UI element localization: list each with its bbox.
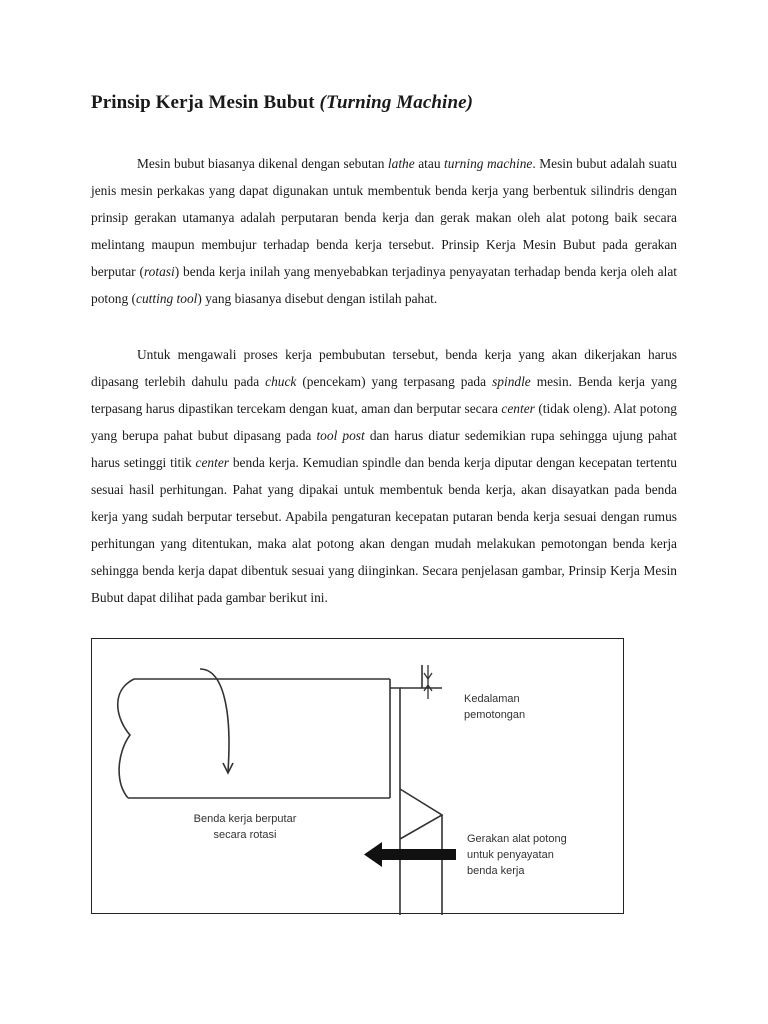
- italic-term: turning machine: [444, 156, 533, 171]
- italic-term: spindle: [492, 374, 531, 389]
- italic-term: rotasi: [143, 264, 175, 279]
- turning-diagram-drawing: [92, 639, 625, 915]
- text-run: mesin. Benda kerja yang terpasang harus dipastikan tercekam dengan kuat, aman dan berputar secara: [91, 374, 677, 416]
- text-run: ) benda kerja inilah yang menyebabkan terjadinya penyayatan terhadap benda kerja oleh alat potong (: [91, 264, 677, 306]
- italic-term: tool post: [316, 428, 365, 443]
- text-run: (tidak oleng). Alat potong yang berupa pahat bubut dipasang pada: [91, 401, 677, 443]
- workpiece-left-end: [118, 679, 134, 798]
- title-italic: (Turning Machine): [319, 92, 474, 113]
- label-depth-line-1: Kedalaman: [464, 693, 520, 705]
- label-workpiece-line-2: secara rotasi: [213, 829, 277, 841]
- turning-diagram: [91, 638, 624, 914]
- label-depth-line-2: pemotongan: [464, 709, 526, 721]
- label-workpiece-line-1: Benda kerja berputar: [193, 813, 297, 825]
- rotation-arrow: [200, 669, 229, 771]
- italic-term: cutting tool: [136, 291, 198, 306]
- cutting-tool-tip: [400, 789, 442, 839]
- paragraph-1-text: [91, 150, 677, 312]
- text-run: ) yang biasanya disebut dengan istilah pahat.: [197, 291, 438, 306]
- text-run: . Mesin bubut adalah suatu jenis mesin perkakas yang dapat digunakan untuk membentuk benda kerja yang berbentuk silindris dengan prinsip gerakan utamanya adalah perputaran benda kerja dan gerak makan oleh alat potong baik secara melintang maupun membujur terhadap benda kerja tersebut. Prinsip Kerja Mesin Bubut pada gerakan berputar (: [91, 156, 677, 279]
- italic-term: center: [195, 455, 230, 470]
- page-title: [91, 92, 473, 114]
- cutting-tool-upper: [400, 665, 442, 688]
- text-run: benda kerja. Kemudian spindle dan benda kerja diputar dengan kecepatan tertentu sesuai hasil perhitungan. Pahat yang dipakai untuk membentuk benda kerja, akan disayatkan pada benda kerja yang sudah berputar tersebut. Apabila pengaturan kecepatan putaran benda kerja sesuai dengan rumus perhitungan yang ditentukan, maka alat potong akan dengan mudah melakukan pemotongan benda kerja sehingga benda kerja dapat dibentuk sesuai yang diinginkan. Secara penjelasan gambar, Prinsip Kerja Mesin Bubut dapat dilihat pada gambar berikut ini.: [91, 455, 677, 605]
- text-run: dan harus diatur sedemikian rupa sehingga ujung pahat harus setinggi titik: [91, 428, 677, 470]
- italic-term: center: [501, 401, 535, 416]
- text-run: (pencekam) yang terpasang pada: [296, 374, 493, 389]
- label-tool-line-3: benda kerja: [467, 865, 525, 877]
- label-tool-line-2: untuk penyayatan: [467, 849, 554, 861]
- italic-term: lathe: [387, 156, 415, 171]
- text-run: Untuk mengawali proses kerja pembubutan tersebut, benda kerja yang akan dikerjakan harus dipasang terlebih dahulu pada: [91, 347, 677, 389]
- paragraph-1: [91, 150, 677, 312]
- label-tool-line-1: Gerakan alat potong: [467, 833, 567, 845]
- paragraph-2-text: [91, 341, 677, 611]
- workpiece-cut-surface: [390, 688, 400, 789]
- text-run: atau: [414, 156, 445, 171]
- italic-term: chuck: [265, 374, 297, 389]
- paragraph-2: [91, 341, 677, 611]
- text-run: Mesin bubut biasanya dikenal dengan sebutan: [137, 156, 388, 171]
- title-main: Prinsip Kerja Mesin Bubut: [91, 92, 320, 113]
